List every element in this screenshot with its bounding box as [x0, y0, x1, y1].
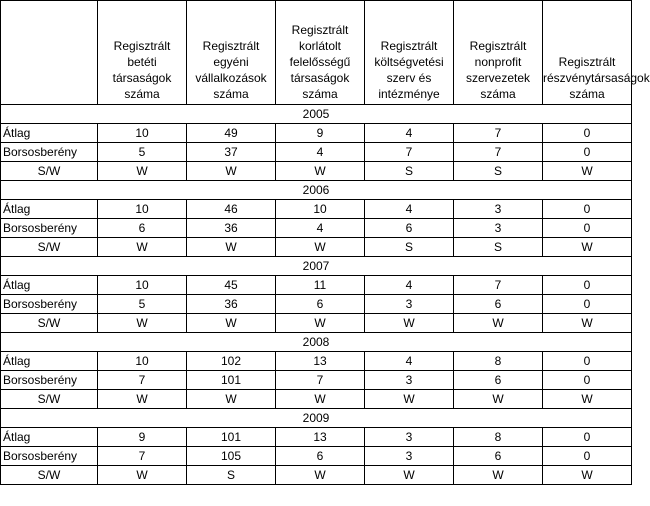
table-row	[1, 276, 632, 295]
table-cell: 0	[543, 447, 632, 466]
table-cell: W	[187, 390, 276, 409]
table-cell: 0	[543, 276, 632, 295]
table-cell: 3	[365, 447, 454, 466]
header-kft: Regisztrált korlátolt felelősségű társaságok száma	[276, 1, 365, 105]
year-label: 2007	[1, 257, 632, 276]
row-label: S/W	[1, 162, 98, 181]
table-row	[1, 466, 632, 485]
table-cell: W	[454, 466, 543, 485]
table-cell: 3	[365, 428, 454, 447]
table-cell: S	[454, 162, 543, 181]
year-label: 2008	[1, 333, 632, 352]
table-cell: 45	[187, 276, 276, 295]
table-cell: 3	[454, 200, 543, 219]
table-cell: 46	[187, 200, 276, 219]
table-cell: W	[187, 238, 276, 257]
table-cell: 7	[454, 143, 543, 162]
table-cell: S	[454, 238, 543, 257]
table-row	[1, 162, 632, 181]
table-cell: 7	[454, 276, 543, 295]
table-cell: W	[454, 390, 543, 409]
row-label: Átlag	[1, 124, 98, 143]
table-cell: 4	[365, 124, 454, 143]
table-cell: 13	[276, 428, 365, 447]
table-row	[1, 238, 632, 257]
table-row	[1, 352, 632, 371]
table-cell: 6	[454, 371, 543, 390]
row-label: S/W	[1, 314, 98, 333]
table-cell: 6	[365, 219, 454, 238]
table-cell: W	[365, 390, 454, 409]
table-cell: W	[276, 238, 365, 257]
year-label: 2005	[1, 105, 632, 124]
table-row	[1, 371, 632, 390]
table-cell: W	[276, 390, 365, 409]
table-row	[1, 428, 632, 447]
table-cell: 11	[276, 276, 365, 295]
year-label: 2006	[1, 181, 632, 200]
table-cell: W	[98, 314, 187, 333]
table-cell: 0	[543, 371, 632, 390]
year-row	[1, 409, 632, 428]
table-cell: 10	[98, 276, 187, 295]
table-cell: 7	[276, 371, 365, 390]
row-label: Átlag	[1, 352, 98, 371]
table-cell: 3	[365, 371, 454, 390]
table-cell: W	[543, 162, 632, 181]
row-label: Borsosberény	[1, 371, 98, 390]
table-row	[1, 447, 632, 466]
table-cell: W	[98, 162, 187, 181]
table-cell: 4	[276, 143, 365, 162]
table-cell: 7	[98, 447, 187, 466]
table-row	[1, 124, 632, 143]
table-cell: S	[365, 238, 454, 257]
table-cell: 4	[365, 276, 454, 295]
table-row	[1, 200, 632, 219]
table-cell: W	[98, 390, 187, 409]
table-cell: 10	[276, 200, 365, 219]
year-row	[1, 333, 632, 352]
table-cell: 6	[98, 219, 187, 238]
table-cell: 0	[543, 124, 632, 143]
table-cell: W	[276, 466, 365, 485]
table-cell: 3	[365, 295, 454, 314]
row-label: Borsosberény	[1, 447, 98, 466]
table-cell: W	[98, 466, 187, 485]
table-cell: 49	[187, 124, 276, 143]
table-cell: 8	[454, 352, 543, 371]
table-cell: 10	[98, 200, 187, 219]
table-cell: W	[543, 314, 632, 333]
row-label: Borsosberény	[1, 219, 98, 238]
table-cell: S	[365, 162, 454, 181]
table-cell: S	[187, 466, 276, 485]
header-koltsegvetesi-szerv: Regisztrált költségvetési szerv és intézménye	[365, 1, 454, 105]
table-cell: 3	[454, 219, 543, 238]
table-cell: 13	[276, 352, 365, 371]
year-row	[1, 257, 632, 276]
row-label: Átlag	[1, 200, 98, 219]
row-label: Átlag	[1, 428, 98, 447]
table-cell: 0	[543, 352, 632, 371]
table-cell: 5	[98, 295, 187, 314]
table-cell: W	[365, 466, 454, 485]
header-nonprofit: Regisztrált nonprofit szervezetek száma	[454, 1, 543, 105]
table-cell: 4	[365, 352, 454, 371]
table-cell: 101	[187, 371, 276, 390]
table-row	[1, 295, 632, 314]
header-egyeni-vallalkozasok: Regisztrált egyéni vállalkozások száma	[187, 1, 276, 105]
table-cell: 37	[187, 143, 276, 162]
table-row	[1, 314, 632, 333]
table-cell: 8	[454, 428, 543, 447]
table-cell: 9	[276, 124, 365, 143]
table-cell: W	[276, 162, 365, 181]
table-cell: 7	[454, 124, 543, 143]
row-label: S/W	[1, 390, 98, 409]
table-cell: W	[543, 466, 632, 485]
table-cell: W	[365, 314, 454, 333]
row-label: Borsosberény	[1, 295, 98, 314]
table-cell: 36	[187, 295, 276, 314]
year-row	[1, 181, 632, 200]
table-cell: 6	[454, 295, 543, 314]
table-cell: 102	[187, 352, 276, 371]
table-cell: 0	[543, 200, 632, 219]
table-cell: W	[187, 162, 276, 181]
table-cell: W	[187, 314, 276, 333]
table-cell: W	[98, 238, 187, 257]
row-label: S/W	[1, 466, 98, 485]
table-cell: 0	[543, 219, 632, 238]
table-cell: 7	[98, 371, 187, 390]
table-cell: 7	[365, 143, 454, 162]
table-cell: 101	[187, 428, 276, 447]
table-cell: W	[276, 314, 365, 333]
table-cell: 6	[276, 447, 365, 466]
table-cell: 36	[187, 219, 276, 238]
table-cell: 0	[543, 143, 632, 162]
table-cell: 10	[98, 124, 187, 143]
row-label: Átlag	[1, 276, 98, 295]
year-row	[1, 105, 632, 124]
table-cell: 4	[276, 219, 365, 238]
table-cell: 105	[187, 447, 276, 466]
table-row	[1, 219, 632, 238]
table-cell: 4	[365, 200, 454, 219]
table-row	[1, 143, 632, 162]
table-cell: 9	[98, 428, 187, 447]
table-cell: W	[543, 390, 632, 409]
year-label: 2009	[1, 409, 632, 428]
header-reszvenytarsasagok: Regisztrált részvénytársaságok száma	[543, 1, 632, 105]
header-betéti-tarsasagok: Regisztrált betéti társaságok száma	[98, 1, 187, 105]
header-corner-cell	[1, 1, 98, 105]
row-label: Borsosberény	[1, 143, 98, 162]
table-cell: 0	[543, 295, 632, 314]
table-cell: 5	[98, 143, 187, 162]
table-cell: W	[454, 314, 543, 333]
table-body	[1, 105, 632, 485]
table-cell: 6	[454, 447, 543, 466]
table-cell: 0	[543, 428, 632, 447]
table-row	[1, 390, 632, 409]
table-cell: 10	[98, 352, 187, 371]
table-cell: 6	[276, 295, 365, 314]
header-row	[1, 1, 632, 105]
table-cell: W	[543, 238, 632, 257]
row-label: S/W	[1, 238, 98, 257]
